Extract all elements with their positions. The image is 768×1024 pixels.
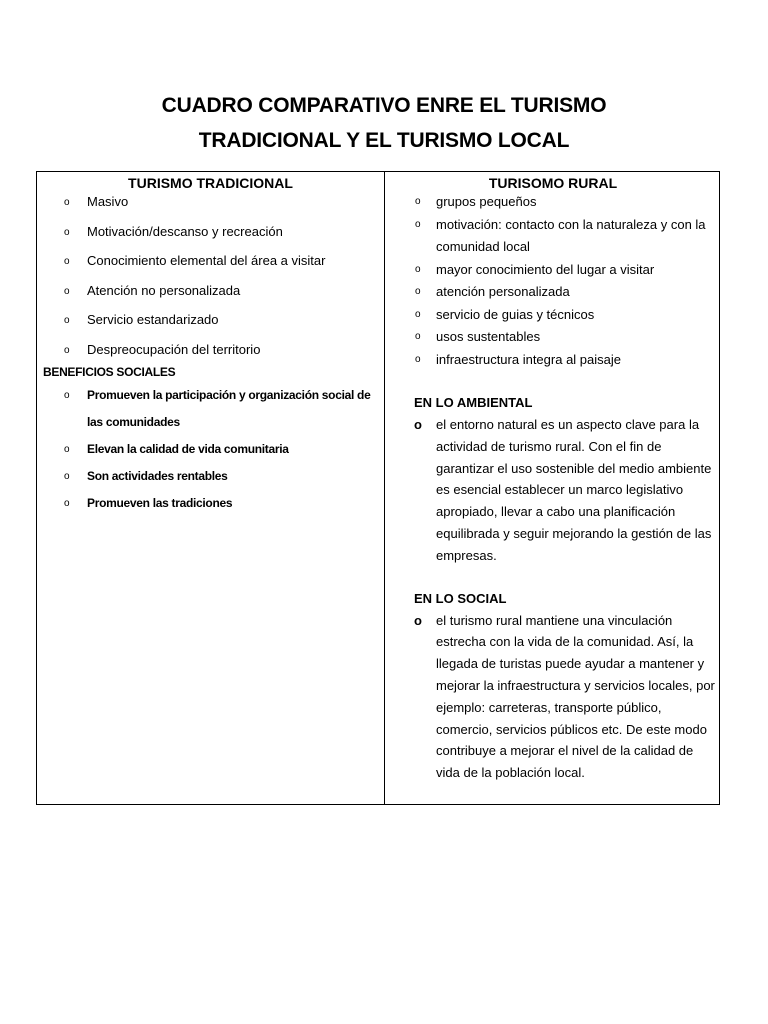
list-item: o infraestructura integra al paisaje bbox=[385, 349, 721, 372]
list-item: o Promueven las tradiciones bbox=[37, 490, 384, 517]
social-benefits-list bbox=[37, 382, 384, 517]
bullet-o-icon: o bbox=[414, 417, 422, 432]
column-rural-tourism bbox=[385, 172, 721, 784]
list-item: o Promueven la participación y organización social de las comunidades bbox=[37, 382, 384, 436]
column-traditional-tourism bbox=[37, 172, 384, 517]
list-item: o servicio de guias y técnicos bbox=[385, 304, 721, 327]
list-item: o Elevan la calidad de vida comunitaria bbox=[37, 436, 384, 463]
list-item: o Servicio estandarizado bbox=[37, 309, 384, 339]
section-title-environmental: EN LO AMBIENTAL bbox=[414, 395, 533, 410]
social-text: el turismo rural mantiene una vinculación estrecha con la vida de la comunidad. Así, la llegada de turistas puede ayudar a mantener y mejorar la infraestructura y servicios locales, por ejemplo: carreteras, transporte público, comercio, servicios públicos etc. De este modo contribuye a mejorar el nivel de la calidad de vida de la población local. bbox=[436, 612, 715, 781]
comparison-table bbox=[36, 171, 720, 805]
list-item: o mayor conocimiento del lugar a visitar bbox=[385, 259, 721, 282]
document-title-line-1: CUADRO COMPARATIVO ENRE EL TURISMO bbox=[161, 94, 607, 117]
list-item: o usos sustentables bbox=[385, 326, 721, 349]
benefits-title: BENEFICIOS SOCIALES bbox=[43, 365, 176, 379]
column-heading-traditional: TURISMO TRADICIONAL bbox=[128, 175, 293, 191]
bullet-o-icon: o bbox=[64, 226, 70, 238]
bullet-o-icon: o bbox=[64, 197, 70, 208]
list-item: o Masivo bbox=[37, 191, 384, 221]
section-body-environmental bbox=[385, 414, 721, 567]
list-item: o motivación: contacto con la naturaleza y con la comunidad local bbox=[385, 214, 721, 259]
bullet-o-icon: o bbox=[64, 344, 70, 356]
column-heading-rural: TURISOMO RURAL bbox=[488, 175, 618, 191]
bullet-o-icon: o bbox=[64, 498, 70, 509]
rural-characteristics-list bbox=[385, 191, 721, 371]
traditional-characteristics-list bbox=[37, 191, 384, 368]
list-item: o grupos pequeños bbox=[385, 191, 721, 214]
list-item: o Despreocupación del territorio bbox=[37, 339, 384, 369]
list-item: o atención personalizada bbox=[385, 281, 721, 304]
document-title-line-2: TRADICIONAL Y EL TURISMO LOCAL bbox=[198, 129, 570, 152]
bullet-o-icon: o bbox=[414, 612, 422, 628]
list-item: o Atención no personalizada bbox=[37, 280, 384, 310]
bullet-o-icon: o bbox=[64, 390, 70, 401]
section-body-social bbox=[385, 610, 721, 784]
bullet-o-icon: o bbox=[415, 218, 421, 230]
list-item: o Conocimiento elemental del área a visitar bbox=[37, 250, 384, 280]
bullet-o-icon: o bbox=[415, 308, 421, 320]
bullet-o-icon: o bbox=[64, 471, 70, 482]
bullet-o-icon: o bbox=[64, 256, 70, 267]
list-item: o Motivación/descanso y recreación bbox=[37, 221, 384, 251]
bullet-o-icon: o bbox=[415, 286, 421, 297]
section-title-social: EN LO SOCIAL bbox=[414, 590, 507, 606]
bullet-o-icon: o bbox=[64, 315, 70, 326]
bullet-o-icon: o bbox=[415, 196, 421, 207]
bullet-o-icon: o bbox=[415, 353, 421, 365]
bullet-o-icon: o bbox=[415, 263, 421, 275]
bullet-o-icon: o bbox=[415, 331, 421, 342]
bullet-o-icon: o bbox=[64, 444, 70, 455]
bullet-o-icon: o bbox=[64, 285, 70, 297]
list-item: o Son actividades rentables bbox=[37, 463, 384, 490]
environmental-text: el entorno natural es un aspecto clave para la actividad de turismo rural. Con el fin de garantizar el uso sostenible del medio ambiente es esencial establecer un marco legislativo apropiado, llevar a cabo una planificación equilibrada y seguir mejorando la gestión de las empresas. bbox=[436, 417, 712, 563]
